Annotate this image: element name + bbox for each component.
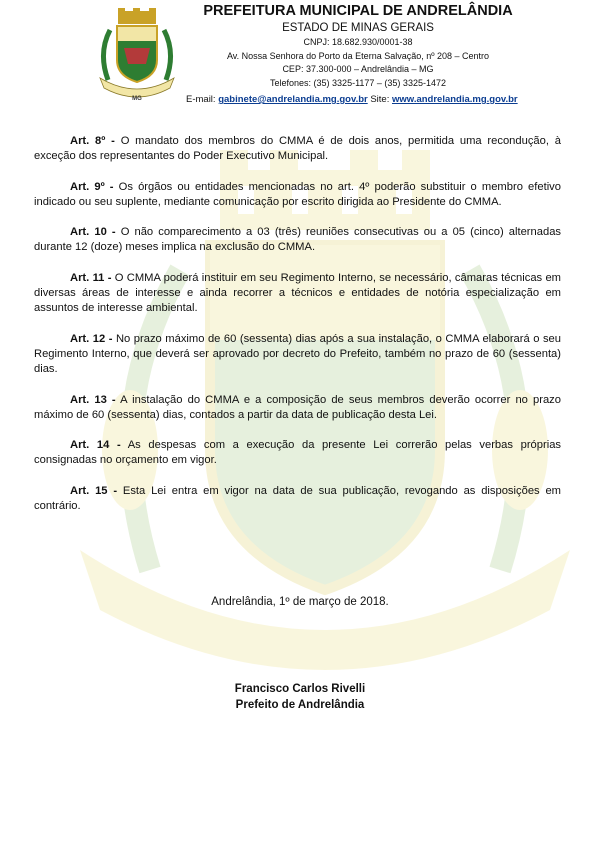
letterhead (0, 0, 600, 112)
cnpj-line: CNPJ: 18.682.930/0001-38 (303, 37, 413, 47)
article-label: Art. 9º - (70, 180, 114, 193)
signature-block (0, 681, 600, 713)
article-label: Art. 12 - (70, 332, 113, 345)
cep-line: CEP: 37.300-000 – Andrelândia – MG (282, 64, 434, 74)
article-paragraph (34, 271, 561, 317)
article-label: Art. 11 - (70, 271, 112, 284)
article-text: O mandato dos membros do CMMA é de dois anos, permitida uma recondução, à exceção dos representantes do Poder Executivo Municipal. (34, 135, 561, 163)
letterhead-text (178, 3, 538, 90)
state-name: ESTADO DE MINAS GERAIS (282, 22, 434, 34)
article-label: Art. 10 - (70, 226, 116, 239)
article-paragraph (34, 332, 561, 378)
site-link[interactable]: www.andrelandia.mg.gov.br (392, 94, 518, 105)
signatory-role: Prefeito de Andrelândia (235, 699, 365, 711)
email-label: E-mail: (186, 94, 216, 105)
municipality-title: PREFEITURA MUNICIPAL DE ANDRELÂNDIA (203, 3, 513, 19)
article-text: O CMMA poderá instituir em seu Regimento Interno, se necessário, câmaras técnicas em diversas áreas de interesse e ainda recorrer a técnicos e entidades de notória especialização em assuntos de interesse ambiental. (34, 271, 561, 315)
article-label: Art. 13 - (70, 393, 116, 406)
article-text: No prazo máximo de 60 (sessenta) dias após a sua instalação, o CMMA elaborará o seu Regimento Interno, que deverá ser aprovado por decreto do Prefeito, também no prazo de 60 (sessenta) dias. (34, 332, 561, 376)
site-label: Site: (370, 94, 390, 105)
municipal-coat-of-arms-logo (96, 8, 178, 102)
phones-line: Telefones: (35) 3325-1177 – (35) 3325-1472 (270, 77, 446, 88)
article-label: Art. 8º - (70, 135, 115, 147)
address-line: Av. Nossa Senhora do Porto da Eterna Salvação, nº 208 – Centro (226, 50, 490, 61)
article-paragraph (34, 438, 561, 469)
article-text: Os órgãos ou entidades mencionadas no art. 4º poderão substituir o membro efetivo indicado ou seu suplente, mediante comunicação por escrito dirigida ao Presidente do CMMA. (34, 180, 561, 208)
signatory-name: Francisco Carlos Rivelli (234, 683, 366, 695)
article-label: Art. 14 - (70, 439, 121, 452)
article-text: Esta Lei entra em vigor na data de sua publicação, revogando as disposições em contrário. (34, 484, 561, 513)
article-text: A instalação do CMMA e a composição de seus membros deverão ocorrer no prazo máximo de 60 (sessenta) dias, contados a partir da data de publicação desta Lei. (34, 393, 561, 421)
article-text: O não comparecimento a 03 (três) reuniões consecutivas ou a 05 (cinco) alternadas durante 12 (doze) meses implica na exclusão do CMMA. (34, 226, 562, 254)
article-paragraph (34, 393, 561, 424)
logo-state-abbr: MG (132, 96, 142, 102)
article-paragraph (34, 225, 561, 256)
article-label: Art. 15 - (70, 484, 118, 497)
contact-line (186, 93, 518, 106)
article-paragraph (34, 134, 561, 165)
email-link[interactable]: gabinete@andrelandia.mg.gov.br (218, 94, 368, 105)
law-articles (34, 134, 561, 529)
article-paragraph (34, 484, 561, 515)
article-paragraph (34, 180, 561, 211)
article-text: As despesas com a execução da presente Lei correrão pelas verbas próprias consignadas no orçamento em vigor. (34, 439, 562, 467)
date-line: Andrelândia, 1º de março de 2018. (211, 596, 389, 608)
